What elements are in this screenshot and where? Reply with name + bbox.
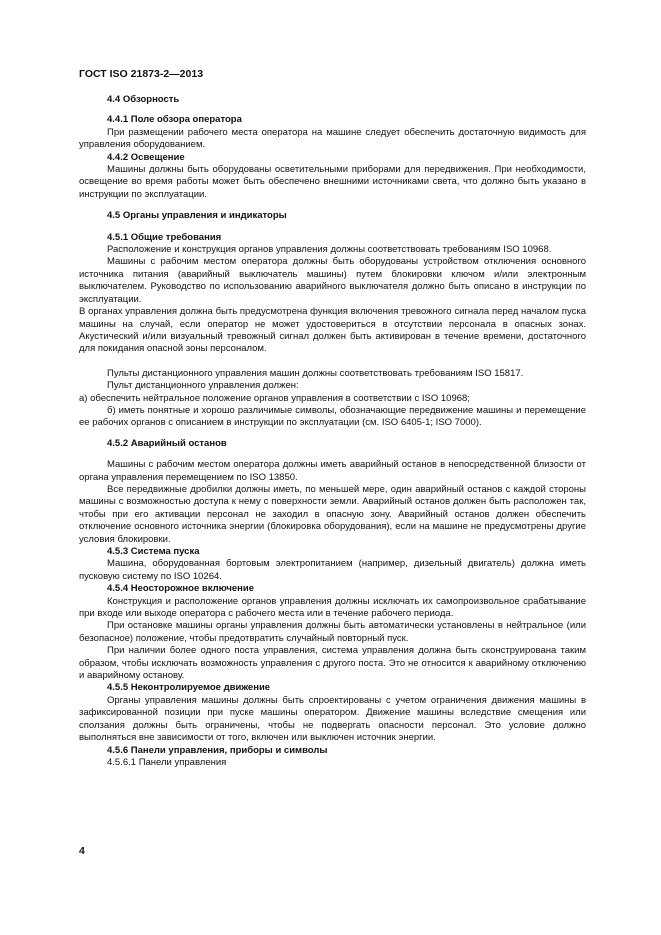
paragraph: Пульты дистанционного управления машин должны соответствовать требованиям ISO 15817. xyxy=(107,367,524,379)
paragraph: Машина, оборудованная бортовым электропитанием (например, дизельный двигатель) должна иметь пусковую систему по ISO 10264. xyxy=(79,558,586,582)
heading-4-5-6: 4.5.6 Панели управления, приборы и символы xyxy=(107,744,328,756)
list-item: а) обеспечить нейтральное положение органов управления в соответствии с ISO 10968; xyxy=(79,392,470,404)
document-body xyxy=(79,94,586,769)
heading-4-4: 4.4 Обзорность xyxy=(107,94,180,105)
heading-4-5-5: 4.5.5 Неконтролируемое движение xyxy=(107,682,271,694)
page-number: 4 xyxy=(79,845,85,857)
paragraph: Пульт дистанционного управления должен: xyxy=(107,380,299,392)
paragraph: Машины с рабочим местом оператора должны быть оборудованы устройством отключения основного источника питания (аварийный выключатель машины) путем блокировки ключом и/или электронным выключателем. Руководство по использованию аварийного выключателя должно быть описано в инструкции по эксплуатации. xyxy=(79,256,586,305)
paragraph: При остановке машины органы управления должны быть автоматически установлены в нейтральное (или безопасное) положение, чтобы предотвратить случайный повторный пуск. xyxy=(79,620,586,644)
heading-4-5-2: 4.5.2 Аварийный останов xyxy=(107,437,227,449)
heading-4-5-3: 4.5.3 Система пуска xyxy=(107,546,200,557)
document-header: ГОСТ ISO 21873-2—2013 xyxy=(79,68,204,80)
heading-4-4-1: 4.4.1 Поле обзора оператора xyxy=(107,114,242,126)
heading-4-5-1: 4.5.1 Общие требования xyxy=(107,231,222,243)
heading-4-4-2: 4.4.2 Освещение xyxy=(107,151,185,163)
paragraph: Конструкция и расположение органов управления должны исключать их самопроизвольное срабатывание при входе или выходе оператора с рабочего места или в течение рабочего периода. xyxy=(79,595,586,620)
paragraph: Машины с рабочим местом оператора должны иметь аварийный останов в непосредственной близости от органа управления перемещением по ISO 13850. xyxy=(79,459,586,483)
paragraph: Органы управления машины должны быть спроектированы с учетом ограничения движения машины в зафиксированной позиции при пуске машины оператором. Движение машины вследствие смещения или сползания должны быть ограничены, чтобы не подвергать опасности персонал. Это условие должно выполняться вне зависимости от того, включен или выключен источник энергии. xyxy=(79,694,586,744)
paragraph: Расположение и конструкция органов управления должны соответствовать требованиям ISO 10968. xyxy=(107,244,552,256)
heading-4-5-4: 4.5.4 Неосторожное включение xyxy=(107,583,255,595)
paragraph: При наличии более одного поста управления, система управления должна быть сконструирована таким образом, чтобы исключать возможность управления с другого поста. Это не относится к аварийному отключению и аварийному останову. xyxy=(79,645,586,682)
paragraph: При размещении рабочего места оператора на машине следует обеспечить достаточную видимость для управления оборудованием. xyxy=(79,126,586,151)
heading-4-5: 4.5 Органы управления и индикаторы xyxy=(107,210,287,222)
paragraph: 4.5.6.1 Панели управления xyxy=(107,756,227,768)
list-item: б) иметь понятные и хорошо различимые символы, обозначающие передвижение машины и перемещение ее рабочих органов с описанием в инструкции по эксплуатации (см. ISO 6405-1; ISO 7000). xyxy=(79,404,586,429)
paragraph: В органах управления должна быть предусмотрена функция включения тревожного сигнала перед началом пуска машины на случай, если оператор не может удостовериться в отсутствии персонала в опасных зонах. Акустический и/или визуальный тревожный сигнал должен быть активирован в течение времени, достаточного для покидания опасной зоны персоналом. xyxy=(79,306,586,355)
paragraph: Машины должны быть оборудованы осветительными приборами для передвижения. При необходимости, освещение во время работы может быть обеспечено внешними источниками света, что должно быть указано в инструкции по эксплуатации. xyxy=(79,164,586,200)
paragraph: Все передвижные дробилки должны иметь, по меньшей мере, один аварийный останов с каждой стороны машины с возможностью доступа к нему с поверхности земли. Аварийный останов должен быть расположен так, чтобы при его активации персонал не заходил в опасную зону. Аварийный останов должен обеспечить отключение основного источника энергии (блокировка оборудования), если на машине не предусмотрены другие условия блокировки. xyxy=(79,483,586,545)
